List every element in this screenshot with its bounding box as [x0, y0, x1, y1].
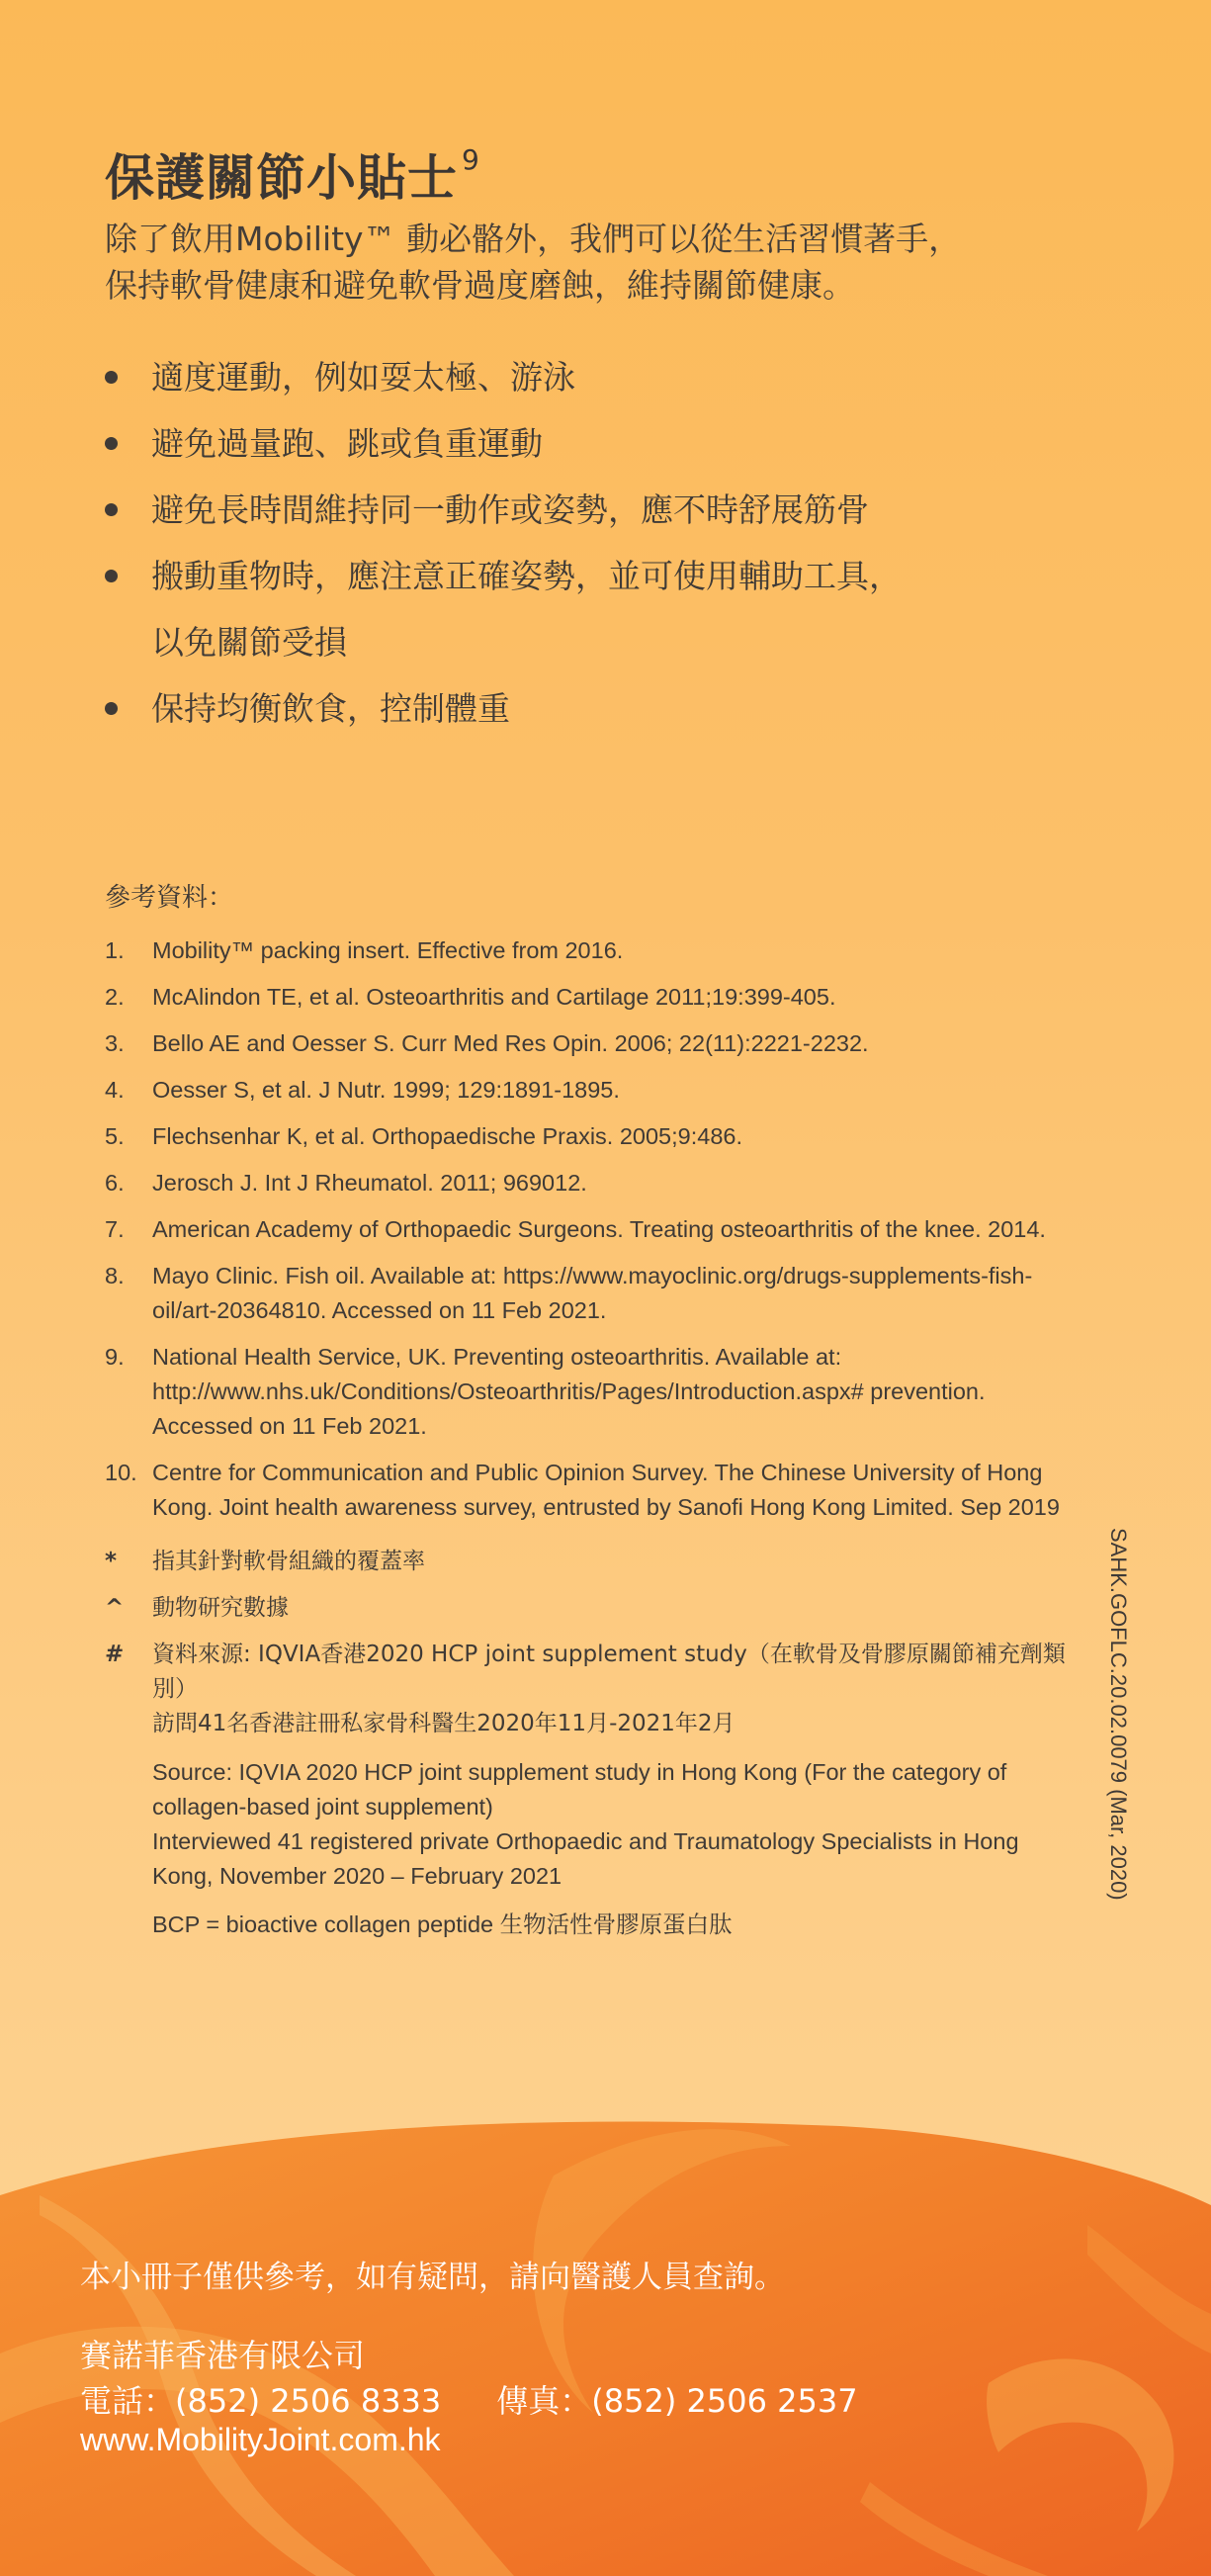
references-list	[105, 933, 1083, 1537]
reference-number: 3.	[105, 1030, 125, 1056]
reference-text: Flechsenhar K, et al. Orthopaedische Praxis. 2005;9:486.	[152, 1123, 742, 1149]
bullet-icon	[105, 503, 118, 516]
footnote-caret	[105, 1591, 1083, 1626]
reference-text: Centre for Communication and Public Opinion Survey. The Chinese University of Hong Kong. Joint health awareness survey, entrusted by Sanofi Hong Kong Limited. Sep 2019	[152, 1460, 1060, 1520]
tip-item	[105, 477, 1093, 543]
reference-text: Oesser S, et al. J Nutr. 1999; 129:1891-1895.	[152, 1077, 620, 1103]
reference-text: McAlindon TE, et al. Osteoarthritis and Cartilage 2011;19:399-405.	[152, 984, 836, 1010]
footnote-bcp-definition: BCP = bioactive collagen peptide 生物活性骨膠原蛋白肽	[152, 1911, 733, 1937]
title-reference-superscript: 9	[462, 143, 480, 176]
footnote-symbol: ^	[105, 1595, 125, 1621]
footnote-interview-en: Interviewed 41 registered private Orthopaedic and Traumatology Specialists in Hong Kong, November 2020 – February 2021	[152, 1828, 1019, 1889]
bullet-icon	[105, 437, 118, 450]
page-title	[105, 138, 480, 210]
reference-item	[105, 1212, 1083, 1247]
reference-item	[105, 1073, 1083, 1108]
contact-line	[80, 2376, 858, 2422]
intro-paragraph	[105, 216, 1093, 309]
fax-number: 傳真：(852) 2506 2537	[496, 2382, 858, 2420]
tip-text: 保持均衡飲食，控制體重	[151, 689, 510, 728]
reference-text: Mobility™ packing insert. Effective from 2016.	[152, 937, 624, 963]
reference-number: 6.	[105, 1170, 125, 1196]
footnote-symbol: #	[105, 1642, 125, 1667]
tip-text: 避免過量跑、跳或負重運動	[151, 424, 543, 463]
intro-line: 保持軟骨健康和避免軟骨過度磨蝕，維持關節健康。	[105, 266, 855, 305]
bullet-icon	[105, 702, 118, 715]
tip-text: 避免長時間維持同一動作或姿勢，應不時舒展筋骨	[151, 490, 869, 529]
footnote-text: 指其針對軟骨組織的覆蓋率	[152, 1549, 425, 1574]
reference-text: Bello AE and Oesser S. Curr Med Res Opin. 2006; 22(11):2221-2232.	[152, 1030, 869, 1056]
tip-item	[105, 543, 1093, 675]
reference-item	[105, 1026, 1083, 1061]
website-link[interactable]: www.MobilityJoint.com.hk	[80, 2422, 441, 2457]
reference-item	[105, 1340, 1083, 1444]
reference-number: 4.	[105, 1077, 125, 1103]
tip-item	[105, 410, 1093, 477]
document-code: SAHK.GOFLC.20.02.0079 (Mar, 2020)	[1106, 1528, 1131, 1901]
reference-number: 9.	[105, 1344, 125, 1370]
tip-text-continued: 以免關節受損	[151, 623, 347, 662]
reference-item	[105, 933, 1083, 968]
reference-text: National Health Service, UK. Preventing osteoarthritis. Available at: http://www.nhs.uk/Conditions/Osteoarthritis/Pages/Introduction.aspx# prevention. Accessed on 11 Feb 2021.	[152, 1344, 986, 1439]
reference-number: 5.	[105, 1123, 125, 1149]
reference-number: 1.	[105, 937, 125, 963]
footnote-interview-zh: 訪問41名香港註冊私家骨科醫生2020年11月-2021年2月	[152, 1711, 735, 1736]
footnote-source-en: Source: IQVIA 2020 HCP joint supplement study in Hong Kong (For the category of collagen-based joint supplement)	[152, 1759, 1007, 1820]
reference-item	[105, 1456, 1083, 1525]
footnote-symbol: *	[105, 1549, 118, 1574]
tip-text: 適度運動，例如耍太極、游泳	[151, 358, 575, 397]
reference-number: 7.	[105, 1216, 125, 1242]
reference-number: 8.	[105, 1263, 125, 1288]
footnotes	[105, 1545, 1083, 1954]
bullet-icon	[105, 570, 118, 582]
reference-item	[105, 1166, 1083, 1200]
title-text: 保護關節小貼士	[105, 149, 458, 207]
footnote-hash	[105, 1638, 1083, 1942]
reference-item	[105, 980, 1083, 1015]
phone-number: 電話：(852) 2506 8333	[80, 2382, 442, 2420]
references-heading: 參考資料：	[105, 883, 234, 913]
footnote-source-zh: 資料來源: IQVIA香港2020 HCP joint supplement study（在軟骨及骨膠原關節補充劑類別）	[152, 1642, 1066, 1702]
footnote-text: 動物研究數據	[152, 1595, 289, 1621]
tip-item	[105, 675, 1093, 742]
reference-text: Mayo Clinic. Fish oil. Available at: https://www.mayoclinic.org/drugs-supplements-fish-oil/art-20364810. Accessed on 11 Feb 2021.	[152, 1263, 1033, 1323]
decorative-wave-background	[0, 2057, 1211, 2576]
footnote-star	[105, 1545, 1083, 1579]
reference-item	[105, 1119, 1083, 1154]
reference-text: Jerosch J. Int J Rheumatol. 2011; 969012.	[152, 1170, 587, 1196]
bullet-icon	[105, 371, 118, 384]
company-name: 賽諾菲香港有限公司	[80, 2337, 366, 2374]
reference-item	[105, 1259, 1083, 1328]
tip-item	[105, 344, 1093, 410]
tips-list	[105, 344, 1093, 742]
reference-text: American Academy of Orthopaedic Surgeons. Treating osteoarthritis of the knee. 2014.	[152, 1216, 1046, 1242]
reference-number: 2.	[105, 984, 125, 1010]
reference-number: 10.	[105, 1460, 137, 1485]
tip-text: 搬動重物時，應注意正確姿勢，並可使用輔助工具，	[151, 557, 902, 595]
intro-line: 除了飲用Mobility™ 動必骼外，我們可以從生活習慣著手，	[105, 220, 962, 258]
footer-disclaimer: 本小冊子僅供參考，如有疑問，請向醫護人員查詢。	[80, 2260, 785, 2295]
